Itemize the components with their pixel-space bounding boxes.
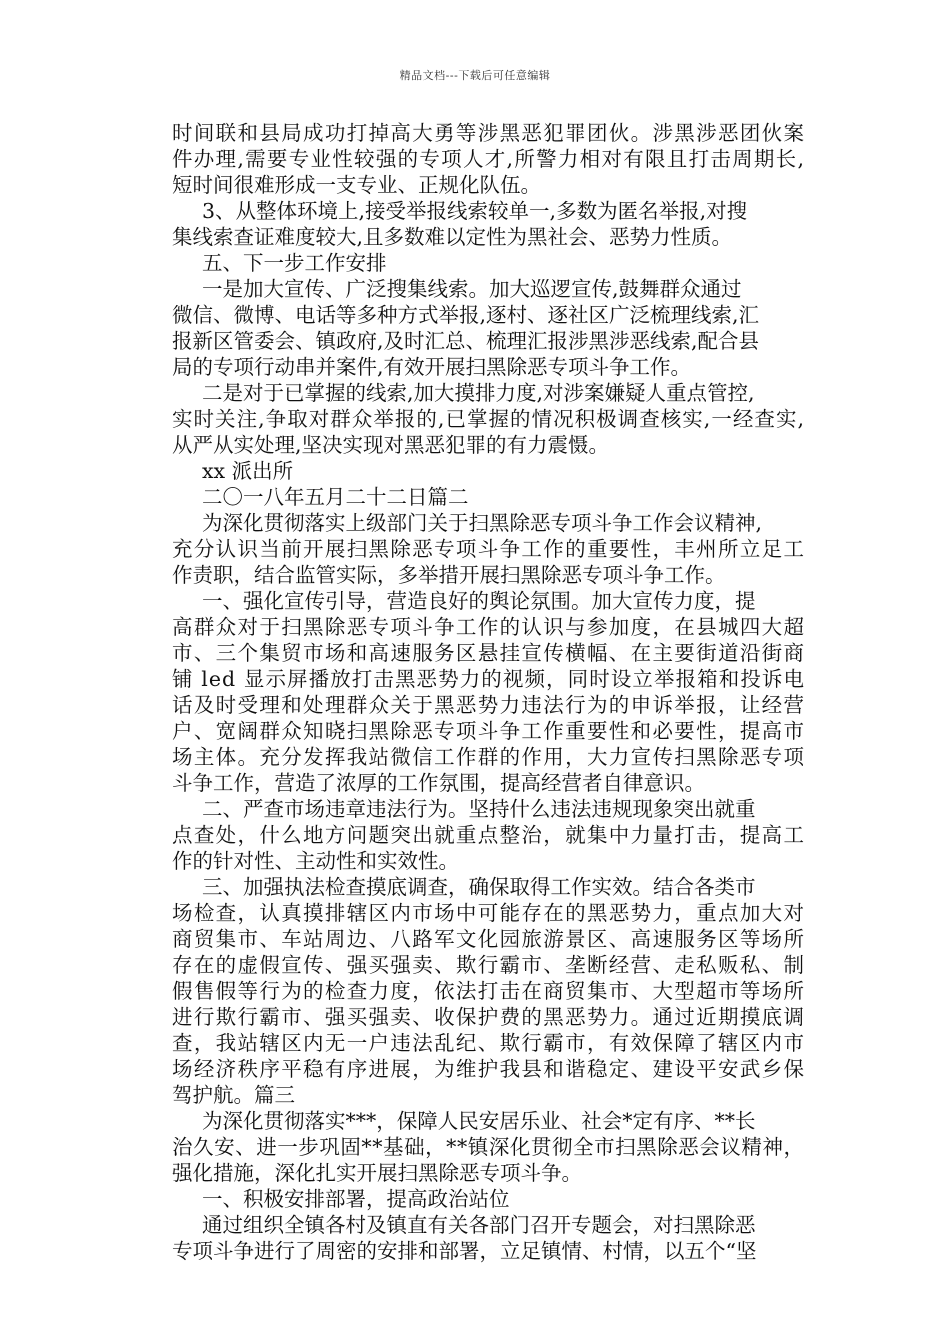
text-line: 场检查，认真摸排辖区内市场中可能存在的黑恶势力，重点加大对 xyxy=(172,901,806,925)
text-line: 进行欺行霸市、强买强卖、收保护费的黑恶势力。通过近期摸底调 xyxy=(172,1005,806,1029)
text-line: 查，我站辖区内无一户违法乱纪、欺行霸市，有效保障了辖区内市 xyxy=(172,1031,806,1055)
text-line: 局的专项行动串并案件,有效开展扫黑除恶专项斗争工作。 xyxy=(172,355,692,379)
text-line: 为深化贯彻落实***，保障人民安居乐业、社会*定有序、**长 xyxy=(202,1109,756,1133)
text-line: 斗争工作，营造了浓厚的工作氛围，提高经营者自律意识。 xyxy=(172,771,705,795)
text-line: 存在的虚假宣传、强买强卖、欺行霸市、垄断经营、走私贩私、制 xyxy=(172,953,806,977)
text-line: 话及时受理和处理群众关于黑恶势力违法行为的申诉举报，让经营 xyxy=(172,693,806,717)
text-line: 集线索查证难度较大,且多数难以定性为黑社会、恶势力性质。 xyxy=(172,225,733,249)
text-line: 三、加强执法检查摸底调查，确保取得工作实效。结合各类市 xyxy=(202,875,756,899)
text-line: 一、积极安排部署，提高政治站位 xyxy=(202,1187,510,1211)
text-line: 作的针对性、主动性和实效性。 xyxy=(172,849,459,873)
text-line: 一是加大宣传、广泛搜集线索。加大巡逻宣传,鼓舞群众通过 xyxy=(202,277,742,301)
text-line: 铺 led 显示屏播放打击黑恶势力的视频，同时设立举报箱和投诉电 xyxy=(172,667,806,691)
page-header: 精品文档---下载后可任意编辑 xyxy=(399,69,551,82)
text-line: 高群众对于扫黑除恶专项斗争工作的认识与参加度，在县城四大超 xyxy=(172,615,806,639)
text-line: 商贸集市、车站周边、八路军文化园旅游景区、高速服务区等场所 xyxy=(172,927,806,951)
text-line: 短时间很难形成一支专业、正规化队伍。 xyxy=(172,173,541,197)
text-line: 场经济秩序平稳有序进展，为维护我县和谐稳定、建设平安武乡保 xyxy=(172,1057,806,1081)
text-line: 驾护航。篇三 xyxy=(172,1083,295,1107)
text-line: 五、下一步工作安排 xyxy=(202,251,387,275)
text-line: 二、严查市场违章违法行为。坚持什么违法违规现象突出就重 xyxy=(202,797,756,821)
text-line: 通过组织全镇各村及镇直有关各部门召开专题会，对扫黑除恶 xyxy=(202,1213,756,1237)
text-line: 3、从整体环境上,接受举报线索较单一,多数为匿名举报,对搜 xyxy=(202,199,748,223)
text-line: 强化措施，深化扎实开展扫黑除恶专项斗争。 xyxy=(172,1161,582,1185)
text-line: 报新区管委会、镇政府,及时汇总、梳理汇报涉黑涉恶线索,配合县 xyxy=(172,329,760,353)
text-line: 时间联和县局成功打掉高大勇等涉黑恶犯罪团伙。涉黑涉恶团伙案 xyxy=(172,121,806,145)
text-line: 场主体。充分发挥我站微信工作群的作用，大力宣传扫黑除恶专项 xyxy=(172,745,806,769)
text-line: 实时关注,争取对群众举报的,已掌握的情况积极调查核实,一经查实, xyxy=(172,407,806,431)
text-line: 为深化贯彻落实上级部门关于扫黑除恶专项斗争工作会议精神, xyxy=(202,511,763,535)
text-line: 作责职，结合监管实际，多举措开展扫黑除恶专项斗争工作。 xyxy=(172,563,726,587)
text-line: 一、强化宣传引导，营造良好的舆论氛围。加大宣传力度，提 xyxy=(202,589,756,613)
text-line: 二〇一八年五月二十二日篇二 xyxy=(202,485,469,509)
text-line: 假售假等行为的检查力度，依法打击在商贸集市、大型超市等场所 xyxy=(172,979,806,1003)
text-line: 市、三个集贸市场和高速服务区悬挂宣传横幅、在主要街道沿街商 xyxy=(172,641,806,665)
text-line: 专项斗争进行了周密的安排和部署，立足镇情、村情，以五个“坚 xyxy=(172,1239,757,1263)
text-line: 从严从实处理,坚决实现对黑恶犯罪的有力震慑。 xyxy=(172,433,610,457)
text-line: 微信、微博、电话等多种方式举报,逐村、逐社区广泛梳理线索,汇 xyxy=(172,303,760,327)
document-body xyxy=(172,120,804,1264)
text-line: 治久安、进一步巩固**基础，**镇深化贯彻全市扫黑除恶会议精神， xyxy=(172,1135,805,1159)
text-line: 件办理,需要专业性较强的专项人才,所警力相对有限且打击周期长, xyxy=(172,147,806,171)
text-line: 充分认识当前开展扫黑除恶专项斗争工作的重要性，丰州所立足工 xyxy=(172,537,806,561)
text-line: 二是对于已掌握的线索,加大摸排力度,对涉案嫌疑人重点管控, xyxy=(202,381,755,405)
text-line: xx 派出所 xyxy=(202,459,294,483)
text-line: 户、宽阔群众知晓扫黑除恶专项斗争工作重要性和必要性，提高市 xyxy=(172,719,806,743)
text-line: 点查处，什么地方问题突出就重点整治，就集中力量打击，提高工 xyxy=(172,823,806,847)
